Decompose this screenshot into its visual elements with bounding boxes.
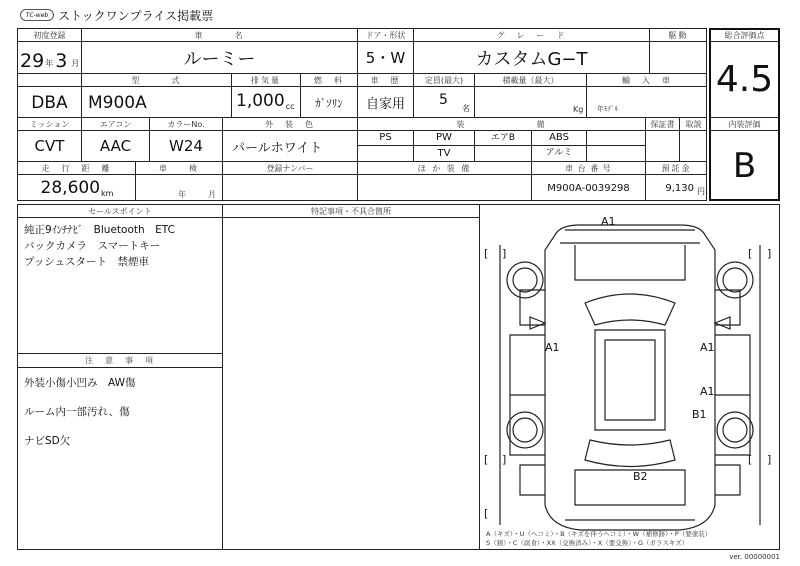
mission-value: CVT [34, 137, 65, 155]
bracket-open: [ [748, 453, 753, 466]
notes-text [24, 375, 136, 448]
equipment-item: アルミ [545, 148, 573, 158]
sales-point-line: プッシュスタート 禁煙車 [24, 256, 150, 268]
car-name-value: ルーミー [183, 48, 256, 70]
plate-header: 登録ナンバー [266, 163, 314, 173]
bracket-open: [ [484, 507, 489, 520]
equipment-item: エアB [490, 133, 516, 143]
chassis-header: 車 台 番 号 [565, 163, 612, 173]
usage-header: 車 歴 [370, 75, 401, 85]
first-registration-header: 初度登録 [33, 30, 66, 40]
model-value: M900A [88, 92, 147, 113]
bracket-open: [ [748, 247, 753, 260]
model-header: 型 式 [131, 75, 182, 85]
warranty-header: 保証書 [650, 119, 675, 129]
note-line: 外装小傷小凹み AW傷 [24, 377, 136, 389]
inspection-header: 車 検 [159, 163, 199, 173]
fuel-header: 燃 料 [314, 75, 344, 85]
damage-mark: B2 [633, 470, 648, 483]
remarks-header: 特記事項・不具合箇所 [311, 206, 391, 216]
legend-line: S（錆）・C（腐食）・XX（交換済み）・X（要交換）・G（ガラスキズ） [486, 539, 689, 547]
deposit-header: 預託金 [661, 163, 692, 173]
fuel-value: ｶﾞｿﾘﾝ [315, 96, 343, 110]
deposit-number: 9,130 [665, 182, 694, 194]
color-no-header: カラーNo. [167, 119, 205, 129]
page-title: ストックワンプライス掲載票 [58, 9, 214, 23]
reg-year-unit: 年 [45, 59, 54, 68]
sales-points-header: セールスポイント [88, 206, 152, 216]
mission-header: ミッション [29, 119, 70, 129]
damage-mark: A1 [601, 215, 616, 228]
aircon-header: エアコン [99, 119, 132, 129]
drive-header: 駆動 [668, 30, 689, 40]
displacement-header: 排気量 [251, 75, 281, 85]
capacity-header: 定員(最大) [424, 75, 464, 85]
mileage-value [20, 176, 134, 201]
exterior-color-header: 外 装 色 [265, 119, 315, 129]
capacity-number: 5 [439, 92, 448, 108]
note-line: ナビSD欠 [24, 435, 71, 447]
capacity-value [414, 88, 474, 117]
car-name-header: 車 名 [194, 30, 245, 40]
sales-point-line: バックカメラ スマートキー [24, 240, 161, 252]
displacement-number: 1,000 [236, 91, 285, 111]
version-label: ver. 00000001 [729, 553, 780, 561]
usage-value: 自家用 [365, 97, 405, 112]
equipment-item: ABS [549, 132, 569, 143]
bracket-open: [ [484, 247, 489, 260]
capacity-unit: 名 [462, 104, 470, 113]
deposit-value [646, 175, 707, 201]
drive-value [650, 42, 707, 73]
overall-rating-header: 総合評価点 [724, 30, 765, 40]
car-damage-diagram [480, 205, 779, 549]
inspection-year-unit: 年 [178, 190, 186, 199]
equipment-header: 装 備 [456, 119, 547, 129]
reg-year: 29 [20, 50, 45, 72]
import-model-year-unit: 年ﾓﾃﾞﾙ [597, 105, 618, 113]
reg-month: 3 [55, 50, 68, 72]
note-line: ルーム内一部汚れ、傷 [24, 406, 130, 418]
damage-mark: A1 [700, 341, 715, 354]
exterior-color-value: パールホワイト [232, 140, 323, 156]
reg-month-unit: 月 [71, 59, 80, 68]
displacement-value [236, 88, 298, 117]
aircon-value: AAC [99, 137, 132, 155]
overall-rating-value: 4.5 [715, 58, 774, 100]
notes-header: 注 意 事 項 [85, 356, 155, 365]
first-registration-value [20, 44, 80, 72]
equipment-item: PS [379, 132, 392, 143]
other-equipment-header: ほ か 装 備 [417, 163, 472, 173]
damage-mark: B1 [692, 408, 707, 421]
company-logo: TC-web [20, 9, 54, 21]
equipment-grid [358, 131, 586, 161]
mileage-unit: km [101, 189, 114, 198]
diagram-legend [486, 530, 711, 548]
load-header: 積載量（最大） [502, 75, 559, 85]
equipment-item [475, 146, 531, 161]
door-type-value: 5・W [365, 49, 406, 67]
deposit-unit: 円 [697, 186, 705, 196]
grade-header: グ レ ー ド [496, 30, 567, 40]
model-prefix: DBA [31, 92, 68, 113]
equipment-item [358, 146, 413, 161]
sales-point-line: 純正9ｲﾝﾁﾅﾋﾞ Bluetooth ETC [24, 224, 175, 236]
equipment-item: PW [436, 132, 452, 143]
legend-line: A（キズ）・U（ヘコミ）・B（キズを伴うヘコミ）・W（補修跡）・P（要塗装） [486, 530, 712, 538]
interior-rating-value: B [732, 146, 757, 186]
mileage-header: 走 行 距 離 [41, 163, 112, 173]
bracket-close: ] [502, 453, 507, 466]
displacement-unit: cc [285, 102, 295, 111]
mileage-number: 28,600 [40, 178, 101, 198]
grade-value: カスタムG−T [475, 48, 588, 70]
inspection-month-unit: 月 [208, 190, 216, 199]
sales-points-text [24, 222, 175, 270]
manual-header: 取説 [685, 119, 702, 129]
bracket-close: ] [767, 453, 772, 466]
equipment-item: TV [437, 148, 451, 159]
bracket-open: [ [484, 453, 489, 466]
load-unit: Kg [573, 105, 584, 114]
damage-mark: A1 [700, 385, 715, 398]
bracket-close: ] [767, 247, 772, 260]
import-header: 輸 入 車 [622, 75, 672, 85]
color-no-value: W24 [169, 137, 203, 155]
door-type-header: ドア・形状 [365, 30, 406, 40]
interior-rating-header: 内装評価 [728, 119, 761, 129]
bracket-close: ] [502, 247, 507, 260]
damage-mark: A1 [545, 341, 560, 354]
chassis-value: M900A-0039298 [547, 182, 630, 194]
